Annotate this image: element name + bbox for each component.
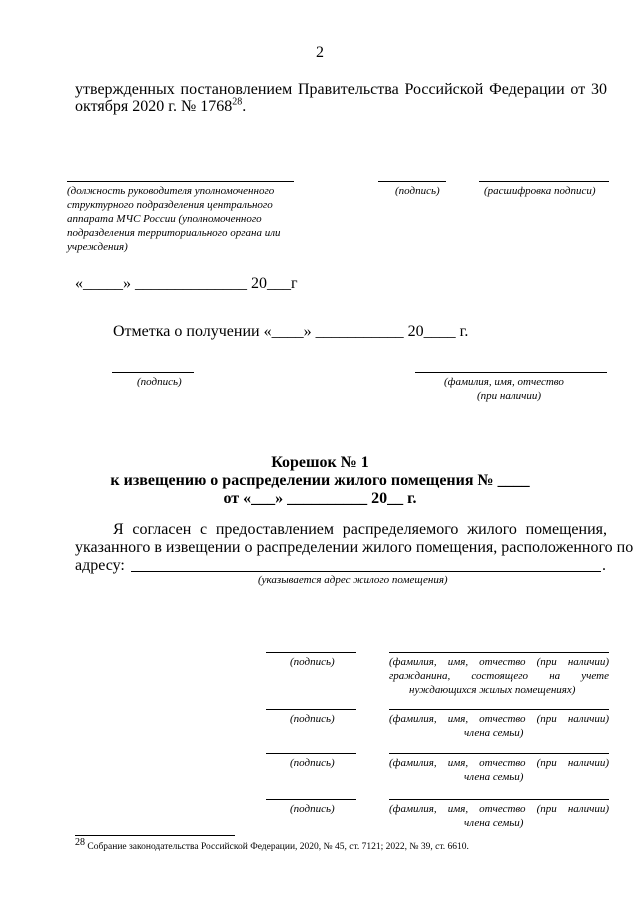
name2-caption-1: (фамилия, имя, отчество (при наличии) — [389, 713, 609, 725]
address-line — [131, 571, 601, 572]
name4-caption-1: (фамилия, имя, отчество (при наличии) — [389, 803, 609, 815]
sig4-caption: (подпись) — [290, 803, 335, 815]
intro-line-2: октября 2020 г. № 1768$^{28}$. — [75, 96, 247, 115]
footnote-ref: 28 — [232, 96, 243, 108]
stub-date-line: от «___» __________ 20__ г. — [223, 490, 417, 507]
sig2-caption: (подпись) — [290, 713, 335, 725]
footnote-number: 28 — [75, 836, 85, 848]
receipt-signature-line — [112, 372, 194, 373]
position-caption: (должность руководителя уполномоченного структурного подразделения центрального аппарата МЧС России (уполномоченного подразделения территориального органа или учреждения) — [67, 185, 281, 253]
name1-caption-1: (фамилия, имя, отчество (при наличии) — [389, 656, 609, 668]
footnote-separator — [75, 835, 235, 836]
signature-line — [378, 181, 446, 182]
name2-line — [389, 709, 609, 710]
decoding-caption: (расшифровка подписи) — [484, 185, 596, 197]
receipt-signature-caption: (подпись) — [137, 376, 182, 388]
stub-subtitle: к извещению о распределении жилого помещения № ____ — [110, 472, 530, 489]
name1-caption-2: гражданина, состоящего на учете — [389, 670, 609, 682]
sig1-caption: (подпись) — [290, 656, 335, 668]
footnote-text: Собрание законодательства Российской Федерации, 2020, № 45, ст. 7121; 2022, № 39, ст. 6610. — [87, 842, 469, 852]
name1-line — [389, 652, 609, 653]
name3-caption-1: (фамилия, имя, отчество (при наличии) — [389, 757, 609, 769]
receipt-name-caption-2: (при наличии) — [477, 390, 542, 402]
consent-line-1: Я согласен с предоставлением распределяемого жилого помещения, — [113, 521, 607, 538]
stub-title: Корешок № 1 — [271, 454, 369, 471]
intro-line-1: утвержденных постановлением Правительства Российской Федерации от 30 — [75, 81, 607, 98]
name4-line — [389, 799, 609, 800]
name4-caption-2: члена семьи) — [464, 817, 524, 829]
sig3-line — [266, 753, 356, 754]
position-line — [67, 181, 294, 182]
receipt-name-caption-1: (фамилия, имя, отчество — [444, 376, 564, 388]
page-number: 2 — [316, 44, 324, 61]
decoding-line — [479, 181, 609, 182]
address-label: адресу: — [75, 557, 125, 574]
sig1-line — [266, 652, 356, 653]
address-caption: (указывается адрес жилого помещения) — [258, 574, 448, 586]
address-period: . — [602, 557, 606, 574]
receipt-name-line — [415, 372, 607, 373]
footnote — [75, 836, 469, 852]
sig2-line — [266, 709, 356, 710]
sig3-caption: (подпись) — [290, 757, 335, 769]
consent-line-2: указанного в извещении о распределении жилого помещения, расположенного по — [75, 539, 634, 556]
name3-line — [389, 753, 609, 754]
sig4-line — [266, 799, 356, 800]
signature-date-line: «_____» ______________ 20___г — [75, 275, 298, 292]
signature-caption: (подпись) — [395, 185, 440, 197]
name1-caption-3: нуждающихся жилых помещениях) — [409, 684, 576, 696]
name2-caption-2: члена семьи) — [464, 727, 524, 739]
intro-line-2-text: октября 2020 г. № 1768 — [75, 98, 233, 115]
receipt-text: Отметка о получении «____» ___________ 20____ г. — [113, 323, 469, 340]
name3-caption-2: члена семьи) — [464, 771, 524, 783]
